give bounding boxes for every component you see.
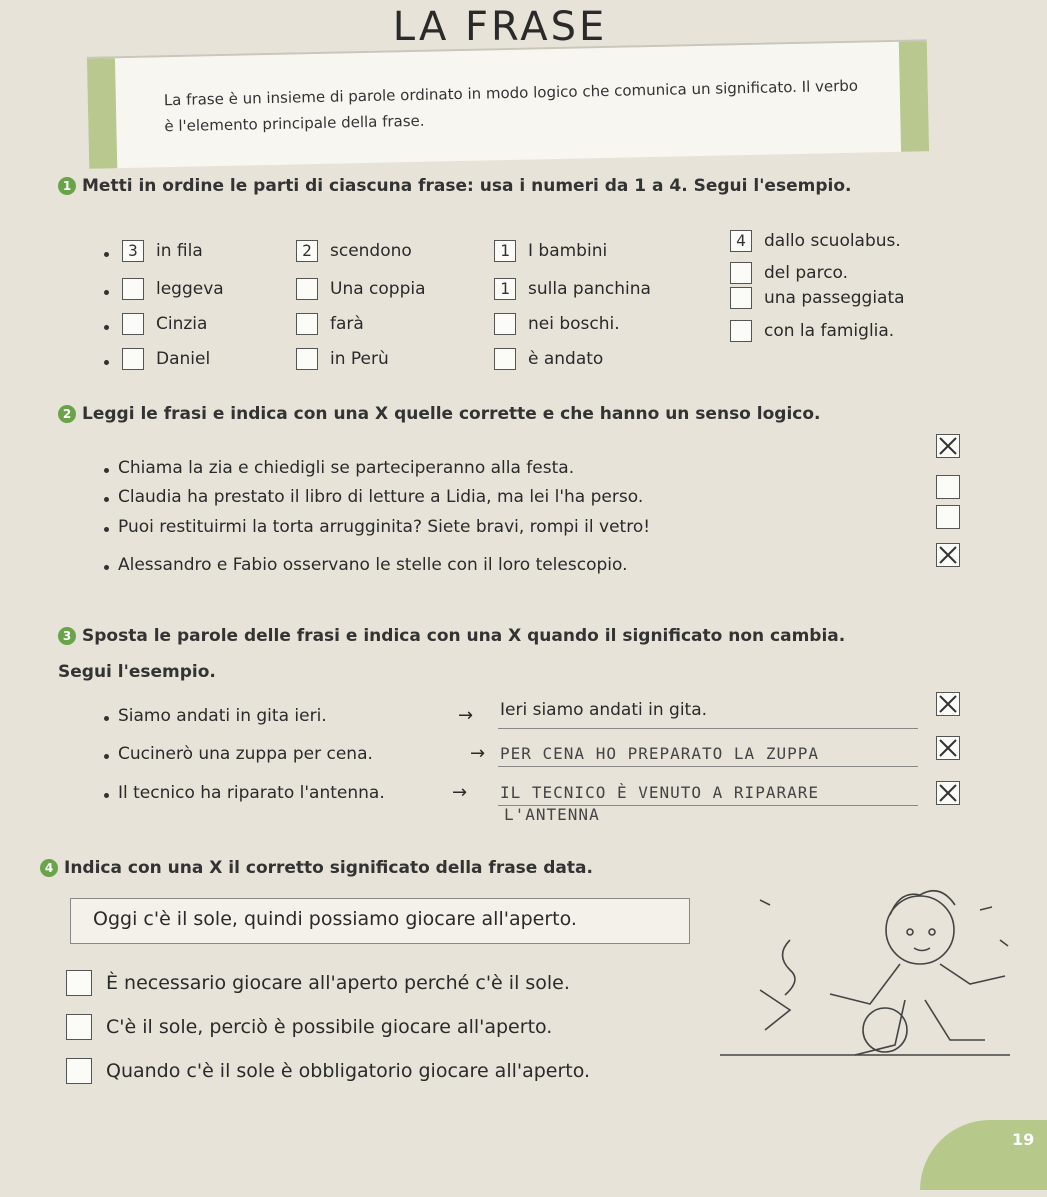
ex1-cell [296, 240, 412, 262]
ex4-option-text: C'è il sole, perciò è possibile giocare all'aperto. [106, 1016, 553, 1038]
ex3-answer[interactable]: Ieri siamo andati in gita. [500, 700, 708, 720]
ex1-part-text: farà [330, 314, 364, 334]
ex3-checkbox[interactable] [936, 736, 960, 760]
ex1-cell [296, 278, 426, 300]
ex4-instruction: Indica con una X il corretto significato della frase data. [64, 858, 593, 878]
ex1-cell [494, 278, 651, 300]
ex2-sentence: Chiama la zia e chiedigli se parteciperanno alla festa. [118, 458, 575, 478]
ex3-checkbox[interactable] [936, 781, 960, 805]
ex1-number-box[interactable] [122, 278, 144, 300]
ex1-number-box[interactable] [296, 313, 318, 335]
ex1-part-text: in fila [156, 241, 203, 261]
x-mark-icon [937, 544, 959, 566]
ex1-number-box[interactable] [122, 348, 144, 370]
ex4-option [66, 1014, 552, 1040]
ex1-row-bullet [104, 290, 109, 295]
ex2-bullet [104, 497, 109, 502]
definition-bar-left [87, 58, 117, 169]
ex1-row-bullet [104, 325, 109, 330]
ex2-checkbox[interactable] [936, 434, 960, 458]
ex3-sentence: Siamo andati in gita ieri. [118, 706, 327, 726]
ex1-number-box[interactable] [296, 278, 318, 300]
ex1-heading [58, 176, 851, 196]
ex3-checkbox[interactable] [936, 692, 960, 716]
ex3-sentence: Il tecnico ha riparato l'antenna. [118, 783, 385, 803]
definition-box [87, 39, 929, 169]
ex1-number-box[interactable]: 2 [296, 240, 318, 262]
ex3-answer[interactable]: PER CENA HO PREPARATO LA ZUPPA [500, 744, 819, 763]
ex3-instruction-line2: Segui l'esempio. [58, 662, 216, 682]
ex4-given-sentence: Oggi c'è il sole, quindi possiamo giocare all'aperto. [93, 908, 577, 930]
ex2-checkbox[interactable] [936, 543, 960, 567]
ex1-part-text: dallo scuolabus. [764, 231, 901, 251]
ex1-row-bullet [104, 252, 109, 257]
ex1-number-box[interactable] [494, 313, 516, 335]
ex1-part-text: una passeggiata [764, 288, 905, 308]
ex1-part-text: I bambini [528, 241, 608, 261]
ex4-option-checkbox[interactable] [66, 1014, 92, 1040]
ex2-number: 2 [58, 405, 76, 423]
ex1-number-box[interactable] [122, 313, 144, 335]
ex1-cell [494, 240, 607, 262]
ex2-sentence: Alessandro e Fabio osservano le stelle con il loro telescopio. [118, 555, 628, 575]
ex1-cell [730, 320, 894, 342]
ex2-bullet [104, 468, 109, 473]
x-mark-icon [937, 782, 959, 804]
ex1-cell [730, 287, 905, 309]
ex3-bullet [104, 754, 109, 759]
ex1-cell [730, 262, 848, 284]
ex1-cell [296, 313, 364, 335]
ex1-number-box[interactable]: 1 [494, 240, 516, 262]
ex1-cell [494, 348, 603, 370]
ex1-part-text: Cinzia [156, 314, 208, 334]
ex3-bullet [104, 793, 109, 798]
ex2-bullet [104, 565, 109, 570]
ex1-cell [122, 313, 207, 335]
ex3-heading [58, 626, 845, 646]
ex1-cell [122, 348, 210, 370]
x-mark-icon [937, 693, 959, 715]
ex3-answer[interactable]: IL TECNICO È VENUTO A RIPARARE [500, 783, 819, 802]
children-running-illustration [700, 880, 1030, 1080]
ex1-number: 1 [58, 177, 76, 195]
ex1-number-box[interactable] [296, 348, 318, 370]
ex1-number-box[interactable]: 3 [122, 240, 144, 262]
x-mark-icon [937, 737, 959, 759]
ex1-cell [296, 348, 389, 370]
page-title: LA FRASE [392, 4, 608, 50]
ex3-answer-line [498, 766, 918, 767]
ex1-part-text: leggeva [156, 279, 224, 299]
ex2-checkbox[interactable] [936, 505, 960, 529]
arrow-right-icon: → [458, 705, 474, 726]
ex2-instruction: Leggi le frasi e indica con una X quelle corrette e che hanno un senso logico. [82, 404, 821, 424]
ex2-heading [58, 404, 821, 424]
ex4-option [66, 970, 570, 996]
ex1-part-text: sulla panchina [528, 279, 651, 299]
ex3-number: 3 [58, 627, 76, 645]
ex1-cell [122, 240, 203, 262]
ex3-bullet [104, 716, 109, 721]
definition-bar-right [899, 41, 929, 152]
ex1-part-text: scendono [330, 241, 412, 261]
ex3-instruction: Sposta le parole delle frasi e indica con una X quando il significato non cambia. [82, 626, 846, 646]
page-number: 19 [1012, 1130, 1035, 1149]
ex4-heading [40, 858, 593, 878]
ex4-option-checkbox[interactable] [66, 970, 92, 996]
ex1-cell [494, 313, 620, 335]
ex1-part-text: nei boschi. [528, 314, 620, 334]
ex1-part-text: Daniel [156, 349, 211, 369]
ex2-checkbox[interactable] [936, 475, 960, 499]
ex1-instruction: Metti in ordine le parti di ciascuna frase: usa i numeri da 1 a 4. Segui l'esempio. [82, 176, 852, 196]
ex3-sentence: Cucinerò una zuppa per cena. [118, 744, 373, 764]
arrow-right-icon: → [470, 743, 486, 764]
ex4-option-text: È necessario giocare all'aperto perché c'è il sole. [106, 972, 570, 994]
ex1-row-bullet [104, 360, 109, 365]
ex1-part-text: è andato [528, 349, 604, 369]
ex4-given-sentence-box [70, 898, 690, 944]
ex4-option-text: Quando c'è il sole è obbligatorio giocare all'aperto. [106, 1060, 591, 1082]
ex2-sentence: Puoi restituirmi la torta arrugginita? Siete bravi, rompi il vetro! [118, 517, 651, 537]
x-mark-icon [937, 435, 959, 457]
ex1-number-box[interactable] [730, 262, 752, 284]
ex1-number-box[interactable]: 1 [494, 278, 516, 300]
ex1-part-text: del parco. [764, 263, 849, 283]
ex2-sentence: Claudia ha prestato il libro di letture a Lidia, ma lei l'ha perso. [118, 487, 644, 507]
ex1-number-box[interactable]: 4 [730, 230, 752, 252]
ex1-number-box[interactable] [494, 348, 516, 370]
ex1-number-box[interactable] [730, 320, 752, 342]
ex4-number: 4 [40, 859, 58, 877]
ex3-answer-line2[interactable]: L'ANTENNA [504, 805, 600, 824]
ex4-option [66, 1058, 590, 1084]
ex2-bullet [104, 527, 109, 532]
ex1-part-text: Una coppia [330, 279, 426, 299]
ex1-cell [122, 278, 224, 300]
definition-text: La frase è un insieme di parole ordinato in modo logico che comunica un significato. Il verbo è l'elemento principale della frase. [163, 76, 859, 136]
ex1-part-text: con la famiglia. [764, 321, 895, 341]
ex3-answer-line [498, 728, 918, 729]
ex1-part-text: in Perù [330, 349, 389, 369]
arrow-right-icon: → [452, 782, 468, 803]
ex4-option-checkbox[interactable] [66, 1058, 92, 1084]
ex1-number-box[interactable] [730, 287, 752, 309]
ex1-cell [730, 230, 901, 252]
